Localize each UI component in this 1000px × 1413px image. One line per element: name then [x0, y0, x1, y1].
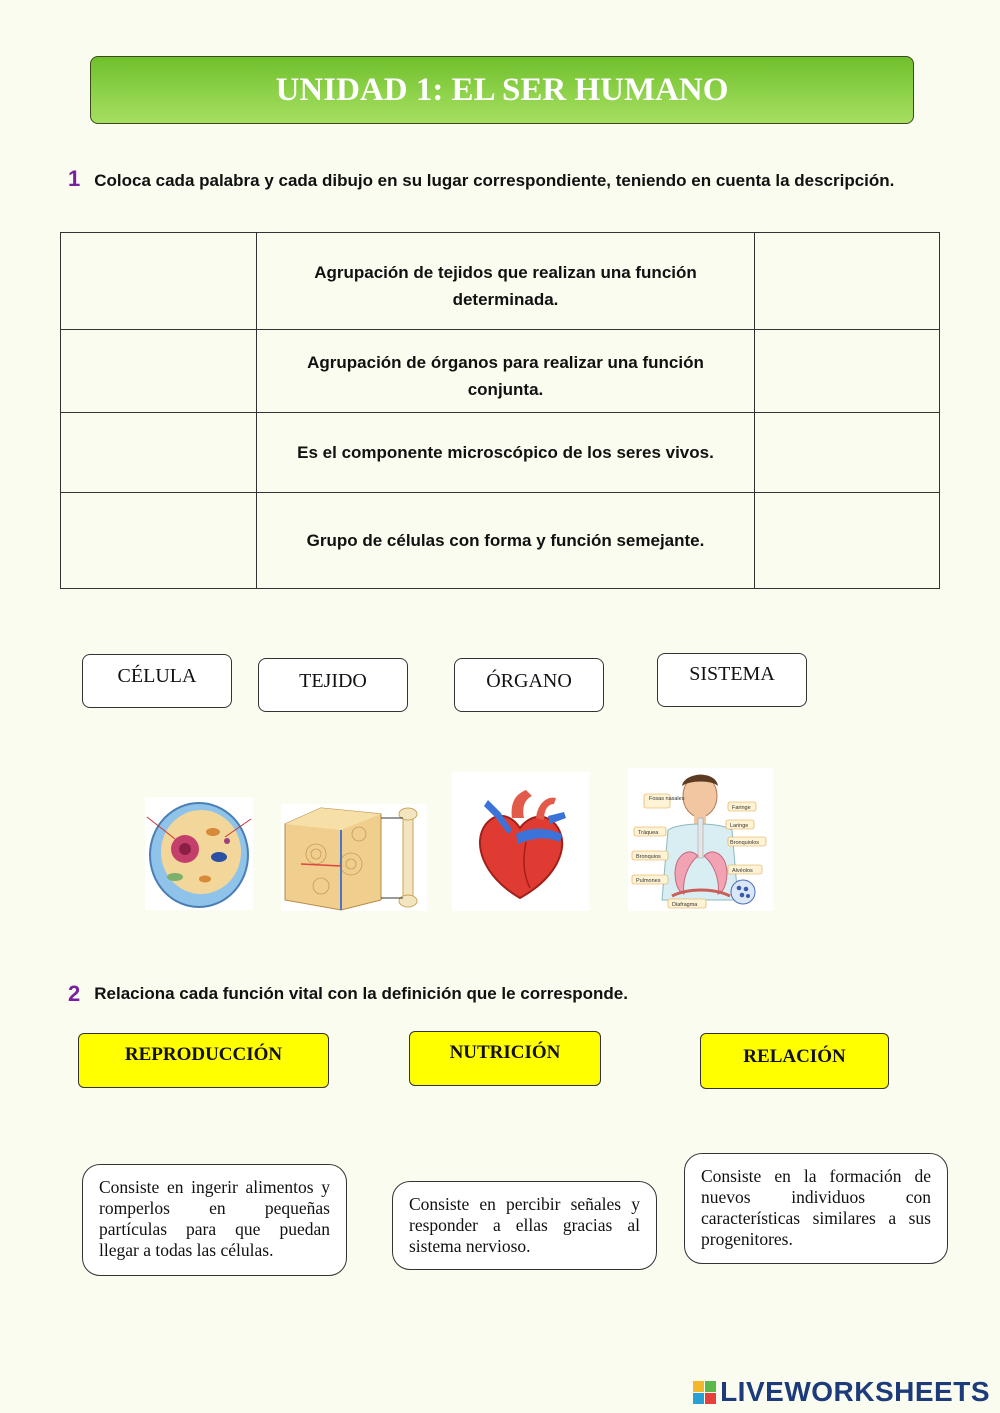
- worksheet-title: UNIDAD 1: EL SER HUMANO: [90, 56, 914, 124]
- liveworksheets-logo: [693, 1376, 990, 1408]
- question-1-instruction: [68, 166, 934, 193]
- definition-card-3[interactable]: Consiste en la formación de nuevos individuos con características similares a sus progenitores.: [684, 1153, 948, 1264]
- tissue-drawing: [281, 804, 427, 911]
- function-nutricion[interactable]: NUTRICIÓN: [409, 1031, 601, 1086]
- definition-cell-4: Grupo de células con forma y función semejante.: [257, 493, 755, 589]
- word-drop-zone-3[interactable]: [61, 413, 257, 493]
- definitions-table: [60, 232, 940, 589]
- respiratory-system-image[interactable]: [628, 768, 773, 911]
- definition-cell-3: Es el componente microscópico de los seres vivos.: [257, 413, 755, 493]
- liveworksheets-brand: LIVEWORKSHEETS: [720, 1376, 990, 1407]
- label-traquea: Tráquea: [638, 830, 659, 836]
- definition-card-1[interactable]: Consiste en ingerir alimentos y romperlos en pequeñas partículas para que puedan llegar a todas las células.: [82, 1164, 347, 1276]
- table-row: [61, 330, 940, 413]
- word-card-celula[interactable]: CÉLULA: [82, 654, 232, 708]
- label-fosas-nasales: Fosas nasales: [649, 796, 685, 802]
- question-1-text: Coloca cada palabra y cada dibujo en su lugar correspondiente, teniendo en cuenta la descripción.: [94, 171, 895, 190]
- table-row: [61, 493, 940, 589]
- heart-organ-image[interactable]: [452, 772, 589, 911]
- function-relacion[interactable]: RELACIÓN: [700, 1033, 889, 1089]
- animal-cell-image[interactable]: [145, 797, 253, 910]
- question-1-number: 1: [68, 166, 81, 191]
- table-row: [61, 233, 940, 330]
- label-diafragma: Diafragma: [672, 902, 698, 908]
- question-2-text: Relaciona cada función vital con la definición que le corresponde.: [94, 984, 628, 1003]
- function-reproduccion[interactable]: REPRODUCCIÓN: [78, 1033, 329, 1088]
- definition-card-2[interactable]: Consiste en percibir señales y responder a ellas gracias al sistema nervioso.: [392, 1181, 657, 1270]
- question-2-instruction: [68, 981, 628, 1007]
- label-pulmones: Pulmones: [636, 878, 661, 884]
- image-drop-zone-3[interactable]: [755, 413, 940, 493]
- question-2-number: 2: [68, 981, 81, 1006]
- liveworksheets-mark-icon: [693, 1381, 716, 1404]
- label-laringe: Laringe: [730, 823, 749, 829]
- label-bronquiolos: Bronquiolos: [730, 840, 760, 846]
- image-drop-zone-1[interactable]: [755, 233, 940, 330]
- table-row: [61, 413, 940, 493]
- definition-cell-1: Agrupación de tejidos que realizan una función determinada.: [257, 233, 755, 330]
- bone-tissue-image[interactable]: [281, 804, 427, 911]
- label-alveolos: Alvéolos: [732, 868, 753, 874]
- label-bronquios: Bronquios: [636, 854, 661, 860]
- respiratory-drawing: [628, 768, 773, 911]
- word-card-organo[interactable]: ÓRGANO: [454, 658, 604, 712]
- word-drop-zone-1[interactable]: [61, 233, 257, 330]
- word-drop-zone-4[interactable]: [61, 493, 257, 589]
- heart-drawing: [452, 772, 589, 911]
- label-faringe: Faringe: [732, 805, 751, 811]
- word-card-tejido[interactable]: TEJIDO: [258, 658, 408, 712]
- image-drop-zone-4[interactable]: [755, 493, 940, 589]
- cell-drawing: [145, 797, 253, 910]
- word-card-sistema[interactable]: SISTEMA: [657, 653, 807, 707]
- definition-cell-2: Agrupación de órganos para realizar una función conjunta.: [257, 330, 755, 413]
- image-drop-zone-2[interactable]: [755, 330, 940, 413]
- word-drop-zone-2[interactable]: [61, 330, 257, 413]
